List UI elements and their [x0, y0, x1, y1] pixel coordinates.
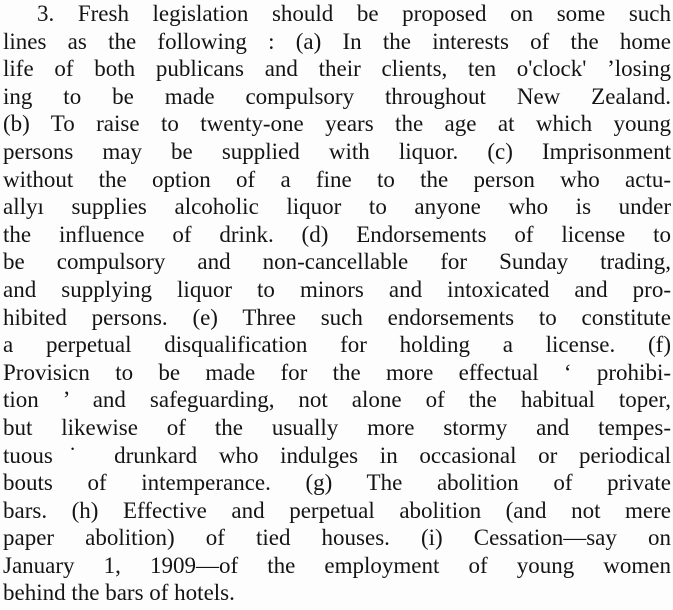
text-line: the influence of drink. (d) Endorsements of license to: [3, 221, 671, 247]
text-line: life of both publicans and their clients, ten o'clock' ’losing: [3, 56, 671, 82]
text-line: persons may be supplied with liquor. (c) Imprisonment: [3, 138, 671, 164]
text-line: be compulsory and non-cancellable for Sunday trading,: [3, 249, 671, 275]
text-line: bouts of intemperance. (g) The abolition of private: [3, 470, 671, 496]
text-line: behind the bars of hotels.: [3, 580, 235, 606]
text-line: tion ’ and safeguarding, not alone of the habitual toper,: [3, 387, 671, 413]
text-line: ing to be made compulsory throughout New Zealand.: [3, 83, 671, 109]
text-line: lines as the following : (a) In the interests of the home: [3, 28, 671, 54]
text-line: 3. Fresh legislation should be proposed on some such: [37, 1, 671, 26]
text-line: (b) To raise to twenty-one years the age at which young: [3, 111, 671, 137]
text-line: tuous˙ drunkard who indulges in occasional or periodical: [3, 442, 671, 468]
text-line: but likewise of the usually more stormy and tempes-: [3, 414, 671, 440]
paragraph-legislation-proposals: [3, 0, 671, 607]
text-line: paper abolition) of tied houses. (i) Cessation—say on: [3, 525, 671, 551]
text-line: allyı supplies alcoholic liquor to anyone who is under: [3, 194, 671, 220]
text-line: without the option of a fine to the person who actu-: [3, 166, 671, 192]
text-line: hibited persons. (e) Three such endorsements to constitute: [3, 304, 671, 330]
text-line: January 1, 1909—of the employment of young women: [3, 552, 671, 578]
text-line: a perpetual disqualification for holding a license. (f): [3, 332, 671, 358]
text-line: and supplying liquor to minors and intoxicated and pro-: [3, 276, 671, 302]
text-line: Provisiсn to be made for the more effectual ‘ prohibi-: [3, 359, 671, 385]
text-line: bars. (h) Effective and perpetual abolition (and not mere: [3, 497, 671, 523]
